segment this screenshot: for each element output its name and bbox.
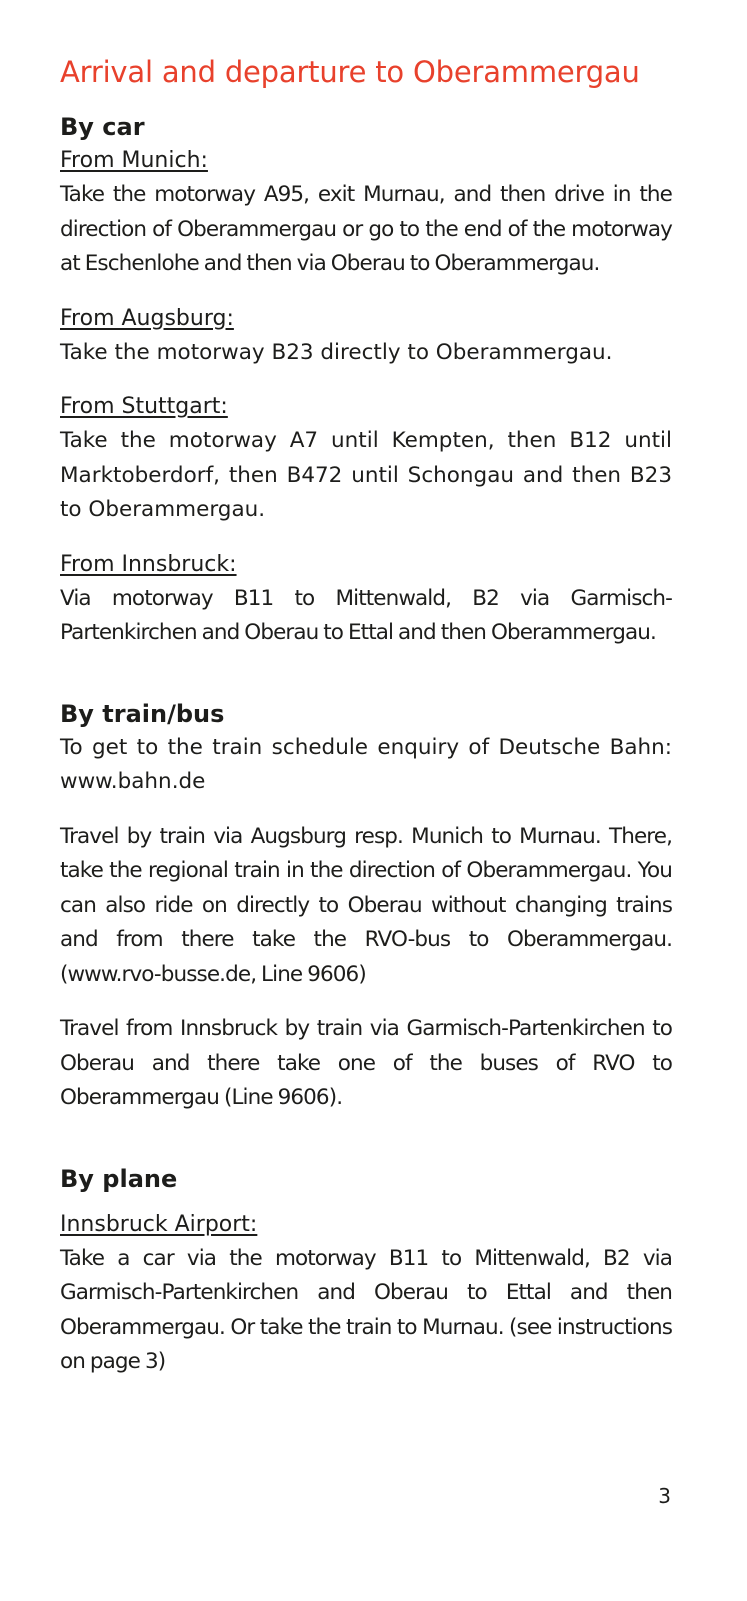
route-label-stuttgart: From Stuttgart: (60, 394, 228, 419)
page-number: 3 (658, 1484, 671, 1508)
route-text-airport: Take a car via the motorway B11 to Mittenwald, B2 via Garmisch-Partenkirchen and Oberau to Ettal and then Oberammergau. Or take the train to Murnau. (see instructions on page 3) (60, 1245, 672, 1374)
page-title: Arrival and departure to Oberammergau (60, 55, 640, 89)
route-text-augsburg: Take the motorway B23 directly to Oberammergau. (60, 339, 613, 365)
route-augsburg (60, 302, 672, 371)
route-stuttgart (60, 390, 672, 528)
route-label-munich: From Munich: (60, 148, 208, 173)
route-label-airport: Innsbruck Airport: (60, 1211, 258, 1237)
route-label-augsburg: From Augsburg: (60, 305, 234, 331)
route-airport (60, 1208, 672, 1380)
train-from-innsbruck (60, 1012, 672, 1116)
section-heading-car: By car (60, 113, 145, 141)
route-text-stuttgart: Take the motorway A7 until Kempten, then B12 until Marktoberdorf, then B472 until Schongau and then B23 to Oberammergau. (60, 428, 672, 522)
route-munich (60, 144, 672, 282)
train-enquiry-text: To get to the train schedule enquiry of Deutsche Bahn: www.bahn.de (60, 734, 672, 794)
document-page (60, 52, 672, 1400)
section-heading-plane: By plane (60, 1164, 178, 1193)
train-via-munich-text: Travel by train via Augsburg resp. Munich to Murnau. There, take the regional train in the direction of Oberammergau. You can also ride on directly to Oberau without changing trains and from there take the RVO-bus to Oberammergau. (www.rvo-busse.de, Line 9606) (60, 823, 672, 987)
route-text-munich: Take the motorway A95, exit Murnau, and then drive in the direction of Oberammergau or go to the end of the motorway at Eschenlohe and then via Oberau to Oberammergau. (60, 182, 672, 276)
train-via-munich (60, 820, 672, 993)
route-label-innsbruck: From Innsbruck: (60, 551, 237, 577)
route-innsbruck (60, 548, 672, 651)
train-enquiry (60, 731, 672, 800)
section-heading-train: By train/bus (60, 699, 225, 728)
route-text-innsbruck: Via motorway B11 to Mittenwald, B2 via Garmisch-Partenkirchen and Oberau to Ettal and then Oberammergau. (60, 585, 672, 645)
train-from-innsbruck-text: Travel from Innsbruck by train via Garmisch-Partenkirchen to Oberau and there take one of the buses of RVO to Oberammergau (Line 9606). (60, 1016, 672, 1110)
